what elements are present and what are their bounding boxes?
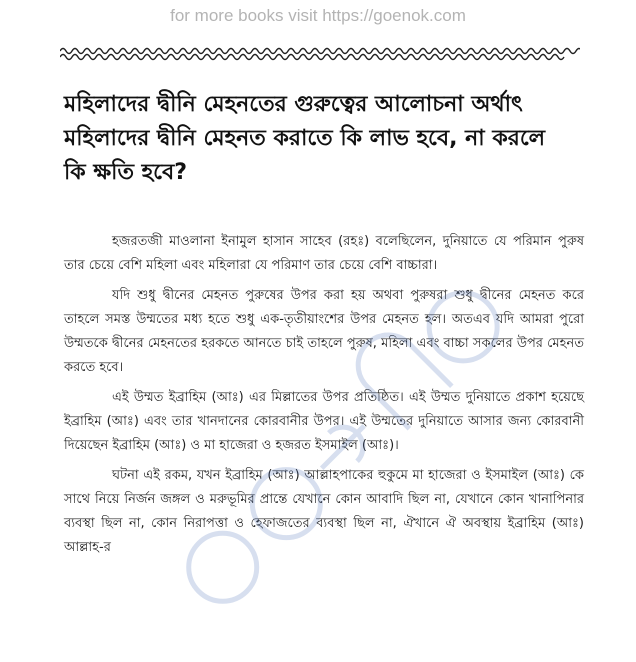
paragraph: যদি শুধু দ্বীনের মেহনত পুরুষের উপর করা হয় অথবা পুরুষরা শুধু দ্বীনের মেহনত করে তাহলে সমস্ত উম্মতের মধ্য হতে শুধু এক-তৃতীয়াংশের উপর মেহনত হল। অতএব যদি আমরা পুরো উম্মতকে দ্বীনের মেহনতের হরকতে আনতে চাই তাহলে পুরুষ, মহিলা এবং বাচ্চা সকলের উপর মেহনত করতে হবে। bbox=[64, 288, 584, 375]
title-line: মহিলাদের দ্বীনি মেহনতের গুরুত্বের আলোচনা অর্থাৎ bbox=[64, 92, 523, 117]
chapter-title bbox=[64, 88, 584, 190]
paragraph: ঘটনা এই রকম, যখন ইব্রাহিম (আঃ) আল্লাহপাকের হুকুমে মা হাজেরা ও ইসমাইল (আঃ) কে সাথে নিয়ে নির্জন জঙ্গল ও মরুভূমির প্রান্তে যেখানে কোন আবাদি ছিল না, যেখানে কোন খানাপিনার ব্যবস্থা ছিল না, কোন নিরাপত্তা ও হেফাজতের ব্যবস্থা ছিল না, ঐখানে ঐ অবস্থায় ইব্রাহিম (আঃ) আল্লাহ-র bbox=[64, 468, 584, 555]
source-link[interactable]: for more books visit https://goenok.com bbox=[170, 6, 466, 25]
title-line: কি ক্ষতি হবে? bbox=[64, 160, 188, 185]
ornamental-divider bbox=[60, 45, 580, 63]
title-line: মহিলাদের দ্বীনি মেহনত করাতে কি লাভ হবে, না করলে bbox=[64, 126, 546, 151]
body-text bbox=[64, 230, 584, 566]
paragraph: হজরতজী মাওলানা ইনামুল হাসান সাহেব (রহঃ) বলেছিলেন, দুনিয়াতে যে পরিমান পুরুষ তার চেয়ে বেশি মহিলা এবং মহিলারা যে পরিমাণ তার চেয়ে বেশি বাচ্চারা। bbox=[64, 234, 584, 273]
paragraph: এই উম্মত ইব্রাহিম (আঃ) এর মিল্লাতের উপর প্রতিষ্ঠিত। এই উম্মত দুনিয়াতে প্রকাশ হয়েছে ইব্রাহিম (আঃ) এবং তার খানদানের কোরবানীর উপর। এই উম্মতের দুনিয়াতে আসার জন্য কোরবানী দিয়েছেন ইব্রাহিম (আঃ) ও মা হাজেরা ও হজরত ইসমাইল (আঃ)। bbox=[64, 390, 584, 453]
